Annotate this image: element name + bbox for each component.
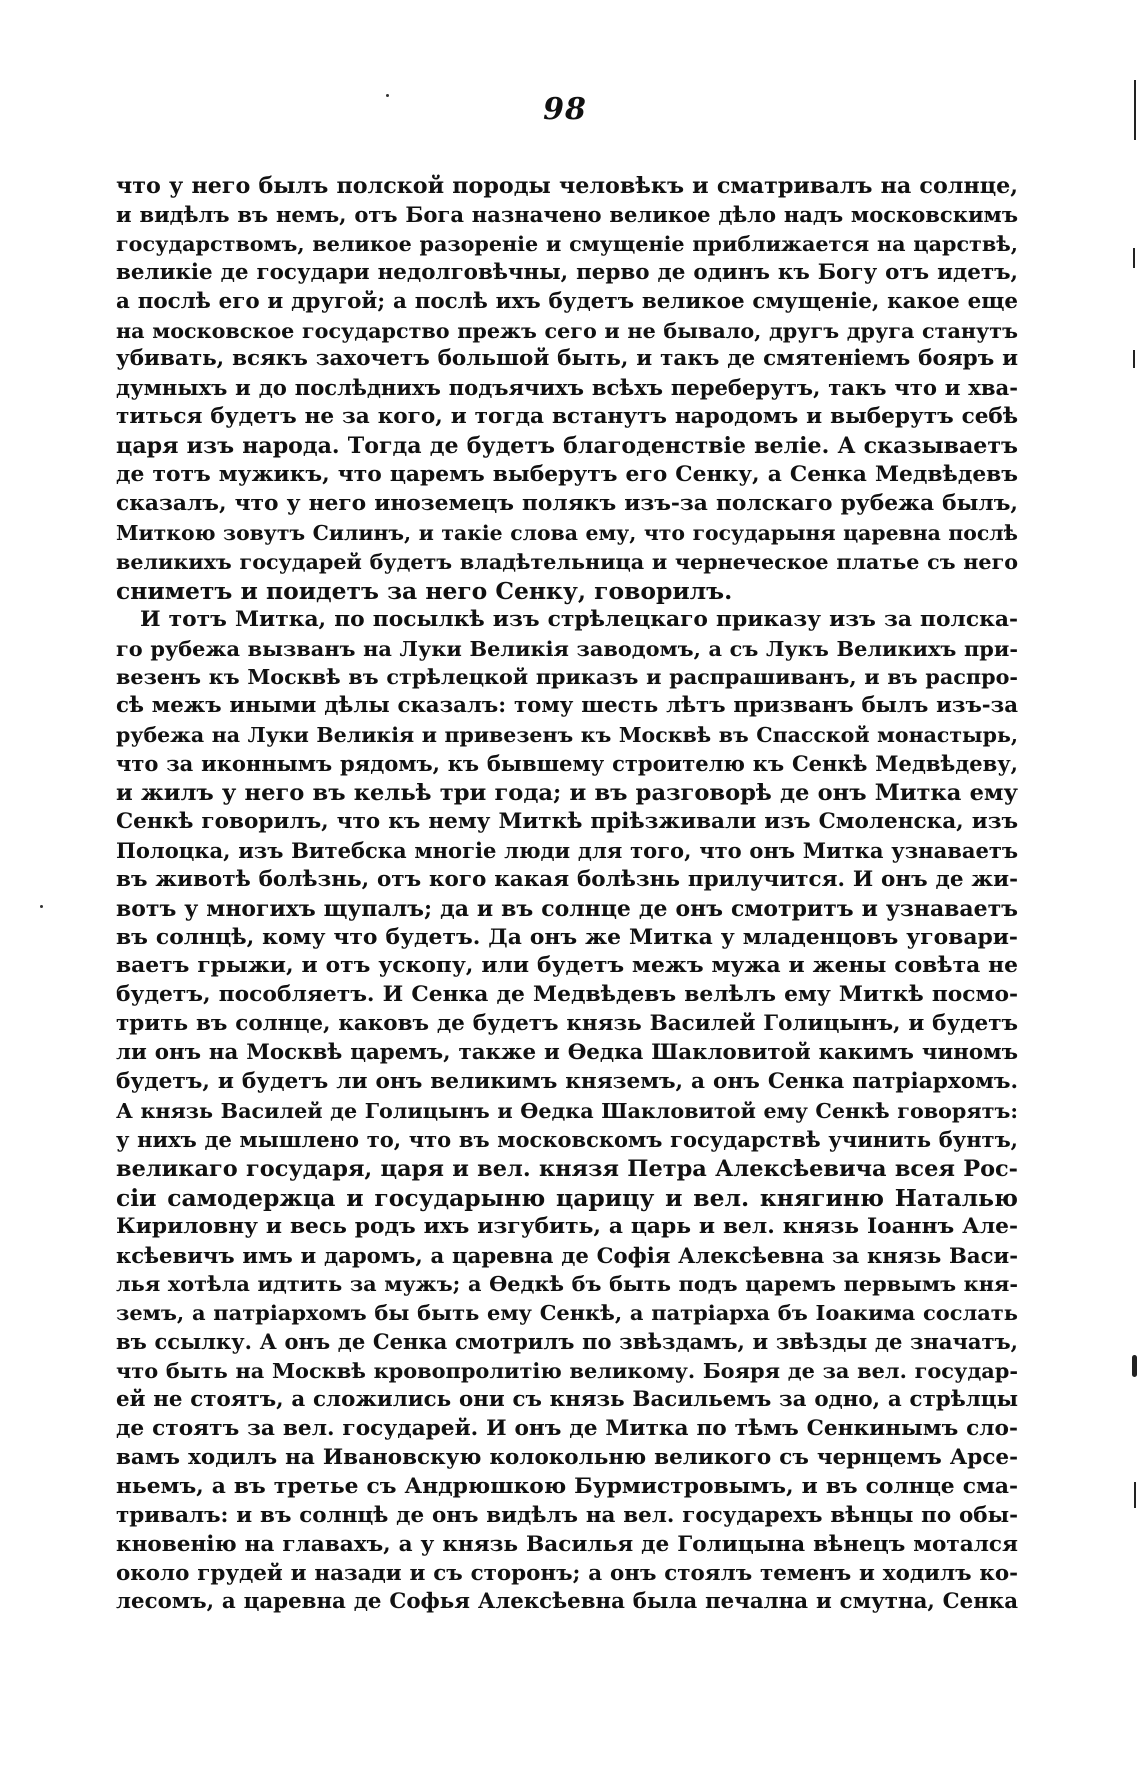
text-line: что у него былъ полской породы человѣкъ и сматривалъ на солнце, (116, 173, 1018, 199)
text-line: Сенкѣ говорилъ, что къ нему Миткѣ пріѣзживали изъ Смоленска, изъ (116, 808, 1018, 834)
text-line: го рубежа вызванъ на Луки Великія заводомъ, а съ Лукъ Великихъ при- (116, 635, 1018, 661)
text-line: вамъ ходилъ на Ивановскую колокольню великого съ чернцемъ Арсе- (116, 1444, 1018, 1470)
text-line: сказалъ, что у него иноземецъ полякъ изъ-за полскаго рубежа былъ, (116, 490, 1018, 516)
text-line: рубежа на Луки Великія и привезенъ къ Москвѣ въ Спасской монастырь, (116, 723, 1018, 748)
scan-edge-mark (1133, 248, 1135, 268)
paragraph-1 (116, 172, 1018, 606)
text-line: ли онъ на Москвѣ царемъ, также и Өедка Шакловитой какимъ чиномъ (116, 1040, 1018, 1066)
text-line: въ животѣ болѣзнь, отъ кого какая болѣзнь прилучится. И онъ де жи- (116, 866, 1018, 892)
text-line: и жилъ у него въ кельѣ три года; и въ разговорѣ де онъ Митка ему (116, 780, 1018, 807)
text-line: будетъ, пособляетъ. И Сенка де Медвѣдевъ велѣлъ ему Миткѣ посмо- (116, 982, 1018, 1008)
text-line: царя изъ народа. Тогда де будетъ благоденствіе веліе. А сказываетъ (116, 433, 1018, 460)
text-line: что быть на Москвѣ кровопролитію великому. Бояря де за вел. государ- (116, 1358, 1018, 1384)
text-line: кновенію на главахъ, а у князь Василья де Голицына вѣнецъ мотался (116, 1531, 1018, 1557)
text-line: Кириловну и весь родъ ихъ изгубить, а царь и вел. князь Іоаннъ Але- (116, 1213, 1018, 1239)
body-text (116, 172, 1018, 1617)
text-line: что за иконнымъ рядомъ, къ бывшему строителю къ Сенкѣ Медвѣдеву, (116, 751, 1018, 777)
text-line: великіе де государи недолговѣчны, перво де одинъ къ Богу отъ идетъ, (116, 259, 1018, 285)
text-line: И тотъ Митка, по посылкѣ изъ стрѣлецкаго приказу изъ за полска- (140, 606, 1018, 632)
text-line: а послѣ его и другой; а послѣ ихъ будетъ великое смущеніе, какое еще (116, 288, 1018, 314)
text-line: везенъ къ Москвѣ въ стрѣлецкой приказъ и распрашиванъ, и въ распро- (116, 665, 1018, 690)
text-line: и видѣлъ въ немъ, отъ Бога назначено великое дѣло надъ московскимъ (116, 201, 1018, 227)
text-line: сіи самодержца и государыню царицу и вел. княгиню Наталью (116, 1183, 1018, 1212)
text-line: будетъ, и будетъ ли онъ великимъ княземъ, а онъ Сенка патріархомъ. (116, 1069, 1018, 1095)
text-line: А князь Василей де Голицынъ и Өедка Шакловитой ему Сенкѣ говорятъ: (116, 1099, 1018, 1123)
scan-edge-mark (1133, 350, 1135, 368)
text-line: лья хотѣла идтить за мужъ; а Өедкѣ бъ быть подъ царемъ первымъ кня- (116, 1271, 1018, 1297)
scan-speck (40, 905, 43, 908)
text-line: у нихъ де мышлено то, что въ московскомъ государствѣ учинить бунтъ, (116, 1126, 1018, 1152)
text-line: въ ссылку. А онъ де Сенка смотрилъ по звѣздамъ, и звѣзды де значатъ, (116, 1329, 1018, 1355)
scan-edge-mark (1132, 1355, 1137, 1377)
text-line: лесомъ, а царевна де Софья Алексѣевна была печална и смутна, Сенка (116, 1589, 1018, 1615)
scan-speck (386, 94, 389, 97)
text-line: Полоцка, изъ Витебска многіе люди для того, что онъ Митка узнаваетъ (116, 837, 1018, 863)
text-line: ваетъ грыжи, и отъ ускопу, или будетъ межъ мужа и жены совѣта не (116, 953, 1018, 979)
text-line: ей не стоятъ, а сложились они съ князь Васильемъ за одно, а стрѣлцы (116, 1387, 1018, 1413)
text-line: Миткою зовутъ Силинъ, и такіе слова ему, что государыня царевна послѣ (116, 520, 1018, 545)
text-line: около грудей и назади и съ сторонъ; а онъ стоялъ теменъ и ходилъ ко- (116, 1560, 1018, 1586)
text-line: де стоятъ за вел. государей. И онъ де Митка по тѣмъ Сенкинымъ сло- (116, 1415, 1018, 1441)
text-line: тривалъ: и въ солнцѣ де онъ видѣлъ на вел. государехъ вѣнцы по обы- (116, 1502, 1018, 1528)
page-number: 98 (543, 92, 587, 127)
text-line: ньемъ, а въ третье съ Андрюшкою Бурмистровымъ, и въ солнце сма- (116, 1473, 1018, 1499)
text-line: де тотъ мужикъ, что царемъ выберутъ его Сенку, а Сенка Медвѣдевъ (116, 462, 1018, 488)
text-line: земъ, а патріархомъ бы быть ему Сенкѣ, а патріарха бъ Іоакима сослать (116, 1300, 1018, 1326)
text-line: титься будетъ не за кого, и тогда встанутъ народомъ и выберутъ себѣ (116, 404, 1018, 430)
scan-edge-mark (1134, 80, 1136, 140)
text-line: убивать, всякъ захочетъ большой быть, и такъ де смятеніемъ бояръ и (116, 346, 1018, 372)
text-line: вотъ у многихъ щупалъ; да и въ солнце де онъ смотритъ и узнаваетъ (116, 895, 1018, 922)
text-line: трить въ солнце, каковъ де будетъ князь Василей Голицынъ, и будетъ (116, 1011, 1018, 1037)
text-line: въ солнцѣ, кому что будетъ. Да онъ же Митка у младенцовъ уговари- (116, 924, 1018, 950)
scan-edge-mark (1134, 1482, 1136, 1508)
text-line: на московское государство прежъ сего и не бывало, другъ друга станутъ (116, 318, 1018, 343)
text-line: сѣ межъ иными дѣлы сказалъ: тому шесть лѣтъ призванъ былъ изъ-за (116, 693, 1018, 719)
text-line: государствомъ, великое разореніе и смущеніе приближается на царствѣ, (116, 231, 1018, 256)
text-line: великихъ государей будетъ владѣтельница и чернеческое платье съ него (116, 549, 1018, 574)
text-line: думныхъ и до послѣднихъ подъячихъ всѣхъ переберутъ, такъ что и хва- (116, 375, 1018, 401)
text-line: ксѣевичъ имъ и даромъ, а царевна де Софія Алексѣевна за князь Васи- (116, 1242, 1018, 1268)
text-line: великаго государя, царя и вел. князя Петра Алексѣевича всея Рос- (116, 1155, 1018, 1182)
text-line: сниметъ и поидетъ за него Сенку, говорилъ. (116, 576, 733, 605)
paragraph-2 (116, 606, 1018, 1618)
